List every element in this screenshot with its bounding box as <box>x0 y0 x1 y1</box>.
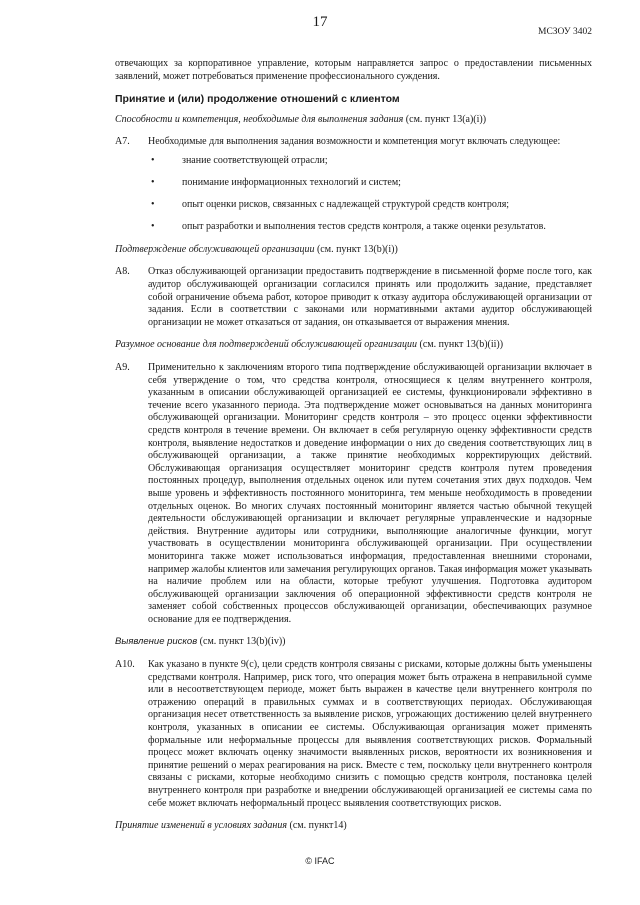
list-item <box>148 221 592 234</box>
bullet-icon: • <box>151 177 155 189</box>
list-item <box>148 177 592 190</box>
list-item <box>148 155 592 168</box>
list-item-text: опыт разработки и выполнения тестов средств контроля, а также оценки результатов. <box>182 221 546 233</box>
list-item-text: опыт оценки рисков, связанных с надлежащей структурой средств контроля; <box>182 199 510 211</box>
paragraph-a8 <box>115 266 592 329</box>
subheading-ref: (см. пункт 13(b)(ii)) <box>416 339 504 351</box>
subheading-ref: (см. пункт 13(a)(i)) <box>403 113 487 125</box>
list-item-text: понимание информационных технологий и систем; <box>182 177 401 189</box>
subheading-title: Способности и компетенция, необходимые для выполнения задания <box>115 113 404 125</box>
subheading-title: Выявление рисков <box>115 636 198 648</box>
paragraph-text: Применительно к заключениям второго типа подтверждение обслуживающей организации включает в себя утверждение о том, что средства контроля, относящиеся к целям внутреннего контроля, указанным в описании обслуживающей организацией ее системы, функционировали эффективно в течение всего указанного периода. Эта подтверждение может основываться на данных мониторинга обслуживающей организации. Мониторинг средств контроля – это процесс оценки эффективности средств контроля в течение времени. Он включает в себя регулярную оценку эффективности средств контроля, выявление недостатков и доведение информации о них до сведения соответствующих лиц в обслуживающей организации, а также принятие необходимых корректирующих действий. Обслуживающая организация осуществляет мониторинг средств контроля путем проведения постоянных процедур, выполнения отдельных оценок или путем сочетания этих двух подходов. Чем выше уровень и эффективность постоянного мониторинга, тем меньше необходимость в проведении отдельных оценок. Во многих случаях постоянный мониторинг является частью обычной текущей деятельности обслуживающей организации и включает регулярные управленческие и надзорные действия. Внутренние аудиторы или сотрудники, выполняющие аналогичные функции, могут участвовать в осуществлении мониторинга обслуживающей организации. При осуществлении мониторинга также может использоваться информация, предоставленная внешними сторонами, например жалобы клиентов или замечания регулирующих органов. Такая информация может указывать на наличие проблем или на области, которые требуют улучшения. Подготовка аудитором обслуживающей организации заключения об операционной эффективности средств контроля не заменяет собой собственных процессов обслуживающей организации, обеспечивающих разумное основание для ее подтверждения. <box>148 362 592 625</box>
subheading-title: Разумное основание для подтверждений обслуживающей организации <box>115 339 417 351</box>
bullet-icon: • <box>151 199 155 211</box>
section-heading: Принятие и (или) продолжение отношений с клиентом <box>115 93 400 106</box>
subheading-reasonable-basis <box>115 339 592 352</box>
paragraph-number: A7. <box>115 136 130 148</box>
bullet-list <box>148 155 592 234</box>
subheading-ref: (см. пункт14) <box>287 820 347 832</box>
document-code: МСЗОУ 3402 <box>538 27 592 37</box>
paragraph-number: A10. <box>115 659 135 671</box>
subheading-ref: (см. пункт 13(b)(i)) <box>314 243 398 255</box>
paragraph-a10 <box>115 659 592 810</box>
subheading-confirmation <box>115 244 592 257</box>
paragraph-a7 <box>115 136 592 233</box>
subheading-title: Принятие изменений в условиях задания <box>115 820 288 832</box>
paragraph-a9 <box>115 362 592 626</box>
paragraph-text: Необходимые для выполнения задания возможности и компетенция могут включать следующее: <box>148 136 561 148</box>
intro-paragraph: отвечающих за корпоративное управление, которым направляется запрос о предоставлении письменных заявлений, может потребоваться применение профессионального суждения. <box>115 58 592 82</box>
bullet-icon: • <box>151 154 155 166</box>
page-number: 17 <box>312 14 328 30</box>
subheading-risk-identification <box>115 636 592 649</box>
paragraph-text: Отказ обслуживающей организации предоставить подтверждение в письменной форме после того, как аудитор обслуживающей организации согласился принять или продолжить задание, представляет собой ограничение объема работ, которое приводит к отказу аудитора обслуживающей организации от задания. Если в соответствии с законами или нормативными актами аудитор обслуживающей организации не может отказаться от задания, он отказывается от выражения мнения. <box>148 266 592 328</box>
subheading-title: Подтверждение обслуживающей организации <box>115 243 315 255</box>
paragraph-number: A8. <box>115 266 130 278</box>
list-item <box>148 199 592 212</box>
list-item-text: знание соответствующей отрасли; <box>182 154 328 166</box>
subheading-competence <box>115 114 592 127</box>
bullet-icon: • <box>151 221 155 233</box>
subheading-changes <box>115 820 592 833</box>
subheading-ref: (см. пункт 13(b)(iv)) <box>197 636 286 648</box>
page-content <box>115 58 592 843</box>
paragraph-number: A9. <box>115 362 130 373</box>
footer-copyright: © IFAC <box>305 856 335 866</box>
paragraph-text: Как указано в пункте 9(c), цели средств контроля связаны с рисками, которые должны быть уменьшены средствами контроля. Например, риск того, что операция может быть отражена в неправильной сумме или в несоответствующем периоде, может быть выражен в качестве цели внутреннего контроля по отражению операций в правильных суммах и в соответствующих периодах. Обслуживающая организация несет ответственность за выявление рисков, угрожающих достижению целей внутреннего контроля, указанных в описании ее системы. Обслуживающая организация может применять формальные или неформальные процессы для выявления соответствующих рисков. Формальный процесс может включать оценку значимости выявленных рисков, вероятности их возникновения и принятие решений о мерах реагирования на риск. Вместе с тем, поскольку цели внутреннего контроля связаны с рисками, которые необходимо снизить с помощью средств контроля, постановка целей внутреннего контроля при разработке и внедрении обслуживающей организацией ее системы сама по себе может включать неформальный процесс выявления соответствующих рисков. <box>148 659 592 809</box>
